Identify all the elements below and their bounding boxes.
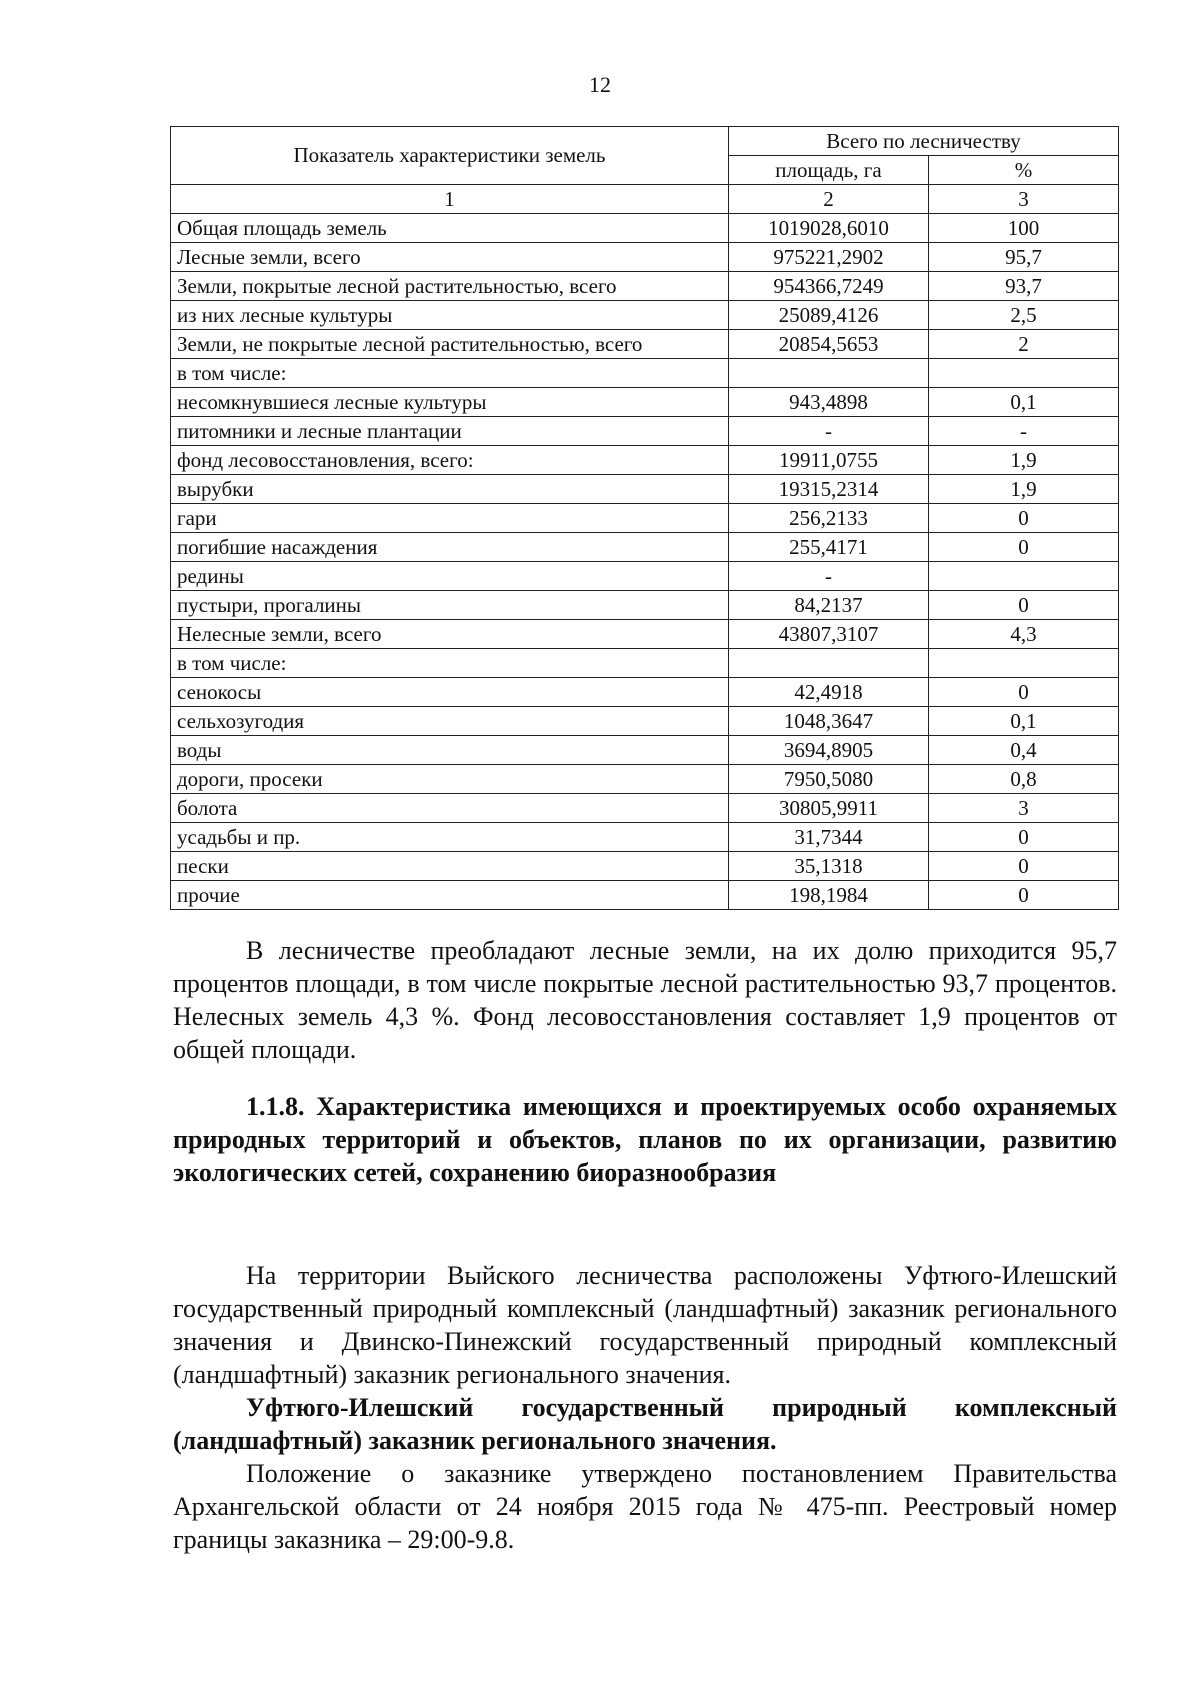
header-indicator: Показатель характеристики земель	[171, 127, 729, 185]
row-area	[729, 359, 929, 388]
row-label: Общая площадь земель	[171, 214, 729, 243]
row-area: 19911,0755	[729, 446, 929, 475]
table-row	[171, 591, 1119, 620]
row-percent: 0	[929, 678, 1119, 707]
table-row	[171, 823, 1119, 852]
table-row	[171, 301, 1119, 330]
row-label: из них лесные культуры	[171, 301, 729, 330]
row-area: 43807,3107	[729, 620, 929, 649]
row-percent: 93,7	[929, 272, 1119, 301]
row-label: питомники и лесные плантации	[171, 417, 729, 446]
row-label: Нелесные земли, всего	[171, 620, 729, 649]
table-row	[171, 765, 1119, 794]
table-body	[171, 185, 1119, 910]
row-percent: 0	[929, 823, 1119, 852]
row-percent: 0,8	[929, 765, 1119, 794]
row-label: редины	[171, 562, 729, 591]
table-row	[171, 881, 1119, 910]
row-area: 84,2137	[729, 591, 929, 620]
row-percent: 0,1	[929, 707, 1119, 736]
row-area: 943,4898	[729, 388, 929, 417]
table-row	[171, 678, 1119, 707]
header-total-group: Всего по лесничеству	[729, 127, 1119, 156]
row-area	[729, 649, 929, 678]
regulation-paragraph: Положение о заказнике утверждено постановлением Правительства Архангельской области от 24 ноября 2015 года № 475-пп. Реестровый номер границы заказника – 29:00-9.8.	[173, 1459, 1117, 1554]
table-row	[171, 533, 1119, 562]
column-number-row	[171, 185, 1119, 214]
row-label: сельхозугодия	[171, 707, 729, 736]
row-percent: 2	[929, 330, 1119, 359]
table-row	[171, 330, 1119, 359]
row-label: в том числе:	[171, 649, 729, 678]
row-label: усадьбы и пр.	[171, 823, 729, 852]
row-percent: 0	[929, 591, 1119, 620]
table-row	[171, 359, 1119, 388]
land-characteristics-table	[170, 126, 1119, 910]
row-label: воды	[171, 736, 729, 765]
row-area: -	[729, 562, 929, 591]
row-label: пустыри, прогалины	[171, 591, 729, 620]
row-label: дороги, просеки	[171, 765, 729, 794]
reserve-heading: Уфтюго-Илешский государственный природный комплексный (ландшафтный) заказник регионального значения.	[173, 1393, 1117, 1455]
row-area: 256,2133	[729, 504, 929, 533]
row-area: 20854,5653	[729, 330, 929, 359]
row-percent: 2,5	[929, 301, 1119, 330]
row-label: Земли, не покрытые лесной растительностью, всего	[171, 330, 729, 359]
row-area: 35,1318	[729, 852, 929, 881]
row-area: 30805,9911	[729, 794, 929, 823]
row-area: 3694,8905	[729, 736, 929, 765]
row-area: 31,7344	[729, 823, 929, 852]
row-label: прочие	[171, 881, 729, 910]
table-row	[171, 852, 1119, 881]
row-percent	[929, 649, 1119, 678]
row-area: 954366,7249	[729, 272, 929, 301]
row-percent: 0	[929, 533, 1119, 562]
row-percent: 3	[929, 794, 1119, 823]
table-row	[171, 417, 1119, 446]
row-area: 198,1984	[729, 881, 929, 910]
table-row	[171, 649, 1119, 678]
row-area: 7950,5080	[729, 765, 929, 794]
table-row	[171, 214, 1119, 243]
row-label: фонд лесовосстановления, всего:	[171, 446, 729, 475]
row-label: сенокосы	[171, 678, 729, 707]
summary-paragraph: В лесничестве преобладают лесные земли, на их долю приходится 95,7 процентов площади, в том числе покрытые лесной растительностью 93,7 процентов. Нелесных земель 4,3 %. Фонд лесовосстановления составляет 1,9 процентов от общей площади.	[173, 936, 1117, 1064]
row-percent: 1,9	[929, 446, 1119, 475]
table-row	[171, 272, 1119, 301]
row-percent: 1,9	[929, 475, 1119, 504]
territory-paragraph: На территории Выйского лесничества расположены Уфтюго-Илешский государственный природный комплексный (ландшафтный) заказник регионального значения и Двинско-Пинежский государственный природный комплексный (ландшафтный) заказник регионального значения.	[173, 1261, 1117, 1389]
page-number: 12	[589, 72, 611, 97]
table-row	[171, 388, 1119, 417]
row-label: вырубки	[171, 475, 729, 504]
table-row	[171, 707, 1119, 736]
table-row	[171, 562, 1119, 591]
row-label: гари	[171, 504, 729, 533]
table-row	[171, 475, 1119, 504]
row-percent	[929, 359, 1119, 388]
row-percent	[929, 562, 1119, 591]
row-percent: 0,1	[929, 388, 1119, 417]
row-label: болота	[171, 794, 729, 823]
row-area: 975221,2902	[729, 243, 929, 272]
table-row	[171, 620, 1119, 649]
row-percent: 0	[929, 504, 1119, 533]
table-row	[171, 446, 1119, 475]
row-area: 25089,4126	[729, 301, 929, 330]
table-row	[171, 243, 1119, 272]
row-area: 19315,2314	[729, 475, 929, 504]
row-percent: 4,3	[929, 620, 1119, 649]
row-label: Земли, покрытые лесной растительностью, всего	[171, 272, 729, 301]
row-percent: 100	[929, 214, 1119, 243]
row-area: -	[729, 417, 929, 446]
header-percent: %	[929, 156, 1119, 185]
row-percent: 95,7	[929, 243, 1119, 272]
column-number: 2	[729, 185, 929, 214]
row-label: несомкнувшиеся лесные культуры	[171, 388, 729, 417]
row-area: 1048,3647	[729, 707, 929, 736]
row-label: пески	[171, 852, 729, 881]
section-heading: 1.1.8. Характеристика имеющихся и проектируемых особо охраняемых природных территорий и объектов, планов по их организации, развитию экологических сетей, сохранению биоразнообразия	[173, 1092, 1117, 1187]
column-number: 1	[171, 185, 729, 214]
row-label: погибшие насаждения	[171, 533, 729, 562]
row-label: Лесные земли, всего	[171, 243, 729, 272]
row-percent: 0	[929, 881, 1119, 910]
row-area: 42,4918	[729, 678, 929, 707]
row-percent: -	[929, 417, 1119, 446]
row-percent: 0,4	[929, 736, 1119, 765]
row-area: 255,4171	[729, 533, 929, 562]
column-number: 3	[929, 185, 1119, 214]
row-percent: 0	[929, 852, 1119, 881]
row-area: 1019028,6010	[729, 214, 929, 243]
table-row	[171, 736, 1119, 765]
table-row	[171, 794, 1119, 823]
row-label: в том числе:	[171, 359, 729, 388]
header-area: площадь, га	[729, 156, 929, 185]
table-row	[171, 504, 1119, 533]
